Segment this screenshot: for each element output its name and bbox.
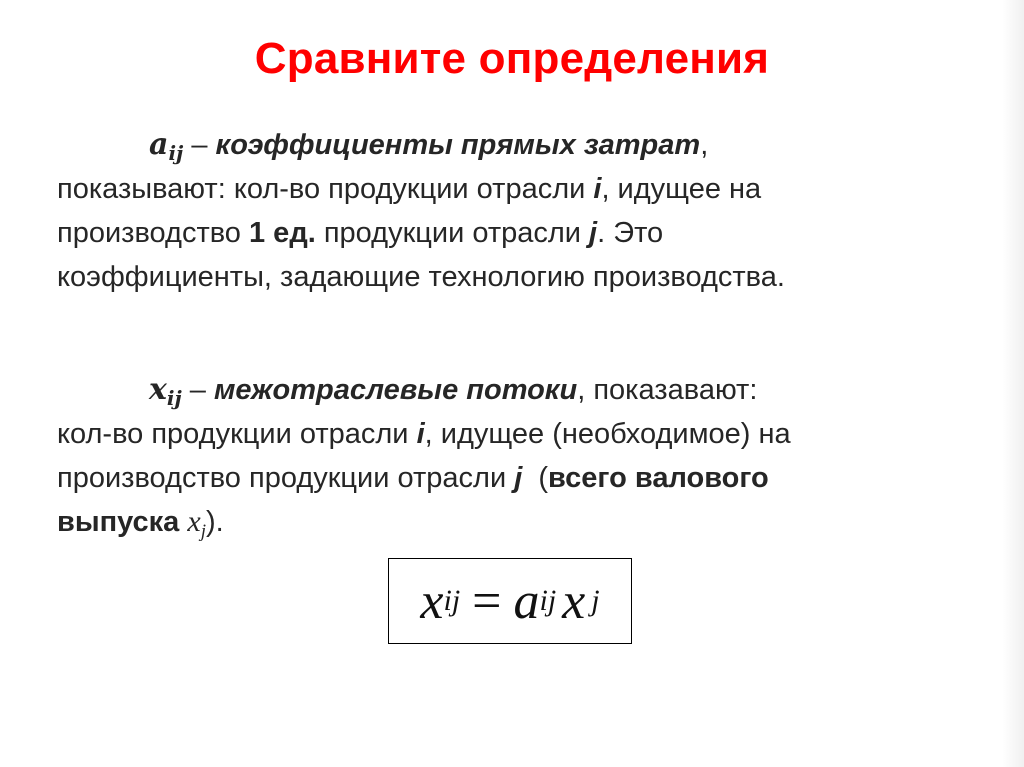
term-intersector-flows: межотраслевые потоки xyxy=(213,374,578,406)
definition-direct-costs xyxy=(57,123,977,299)
term-direct-costs: коэффициенты прямых затрат xyxy=(215,129,701,161)
dash: – xyxy=(181,374,214,406)
dash: – xyxy=(183,129,216,161)
definition-line: выпуска $x_j$). xyxy=(57,505,224,542)
definition-line: $a_{ij}$ – коэффициенты прямых затрат, xyxy=(149,127,709,165)
definition-intersector-flows xyxy=(57,368,977,544)
definition-line: $x_{ij}$ – межотраслевые потоки, показавают: xyxy=(149,372,758,410)
definition-line: кол-во продукции отрасли i, идущее (необходимое) на xyxy=(57,418,791,450)
definition-line: показывают: кол-во продукции отрасли i, идущее на xyxy=(57,173,762,205)
symbol-xj: $x_j$ xyxy=(187,505,206,542)
formula-equals: = xyxy=(472,572,502,630)
formula-box: x ij = a ij x j xyxy=(388,558,632,644)
slide-edge-shadow xyxy=(1002,0,1024,767)
formula-a: a xyxy=(513,572,540,630)
symbol-a: $a_{ij}$ xyxy=(149,127,184,165)
formula-x: x xyxy=(420,572,444,630)
slide-title: Сравните определения xyxy=(254,34,770,83)
definition-line: производство 1 ед. продукции отрасли j. Это xyxy=(57,217,664,249)
definition-line: производство продукции отрасли j (всего валового xyxy=(57,462,769,494)
definition-line: коэффициенты, задающие технологию производства. xyxy=(57,261,785,293)
formula-xj: x xyxy=(562,572,586,630)
symbol-x: $x_{ij}$ xyxy=(149,372,182,410)
